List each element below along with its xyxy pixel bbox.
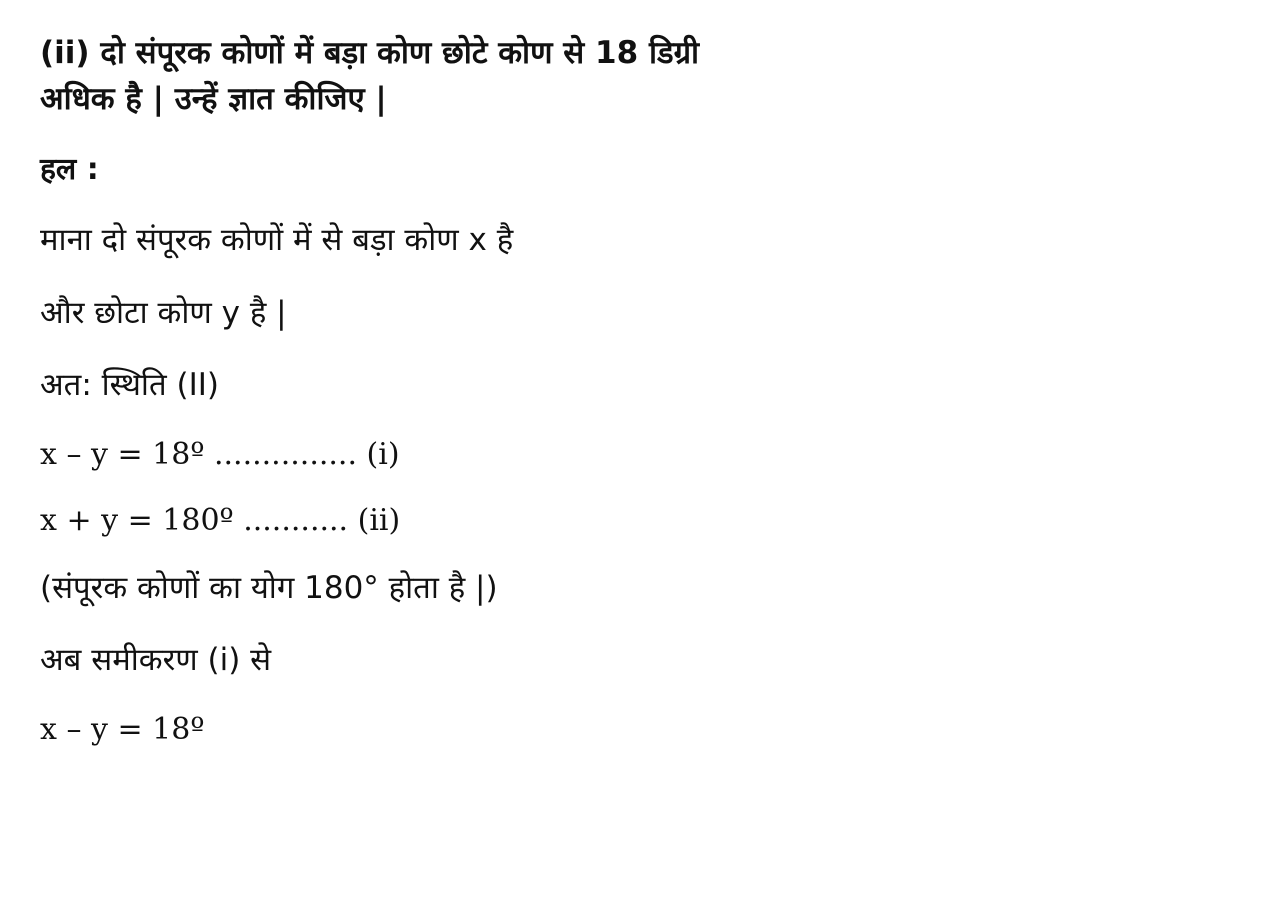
equation-i: x – y = 18º ............... (i) xyxy=(40,437,400,472)
question-line-2: अधिक है | उन्हें ज्ञात कीजिए | xyxy=(40,81,387,117)
assumption-line: माना दो संपूरक कोणों में से बड़ा कोण x है xyxy=(40,222,514,258)
assumption-line-2: और छोटा कोण y है | xyxy=(40,295,287,331)
question-line-1: (ii) दो संपूरक कोणों में बड़ा कोण छोटे कोण से 18 डिग्री xyxy=(40,35,700,71)
equation-ii: x + y = 180º ........... (ii) xyxy=(40,503,401,538)
step-line: अब समीकरण (i) से xyxy=(40,642,272,678)
supplementary-note: (संपूरक कोणों का योग 180° होता है |) xyxy=(40,570,498,606)
solution-heading: हल : xyxy=(40,152,99,187)
final-equation: x – y = 18º xyxy=(40,712,205,747)
condition-line: अत: स्थिति (II) xyxy=(40,367,219,403)
